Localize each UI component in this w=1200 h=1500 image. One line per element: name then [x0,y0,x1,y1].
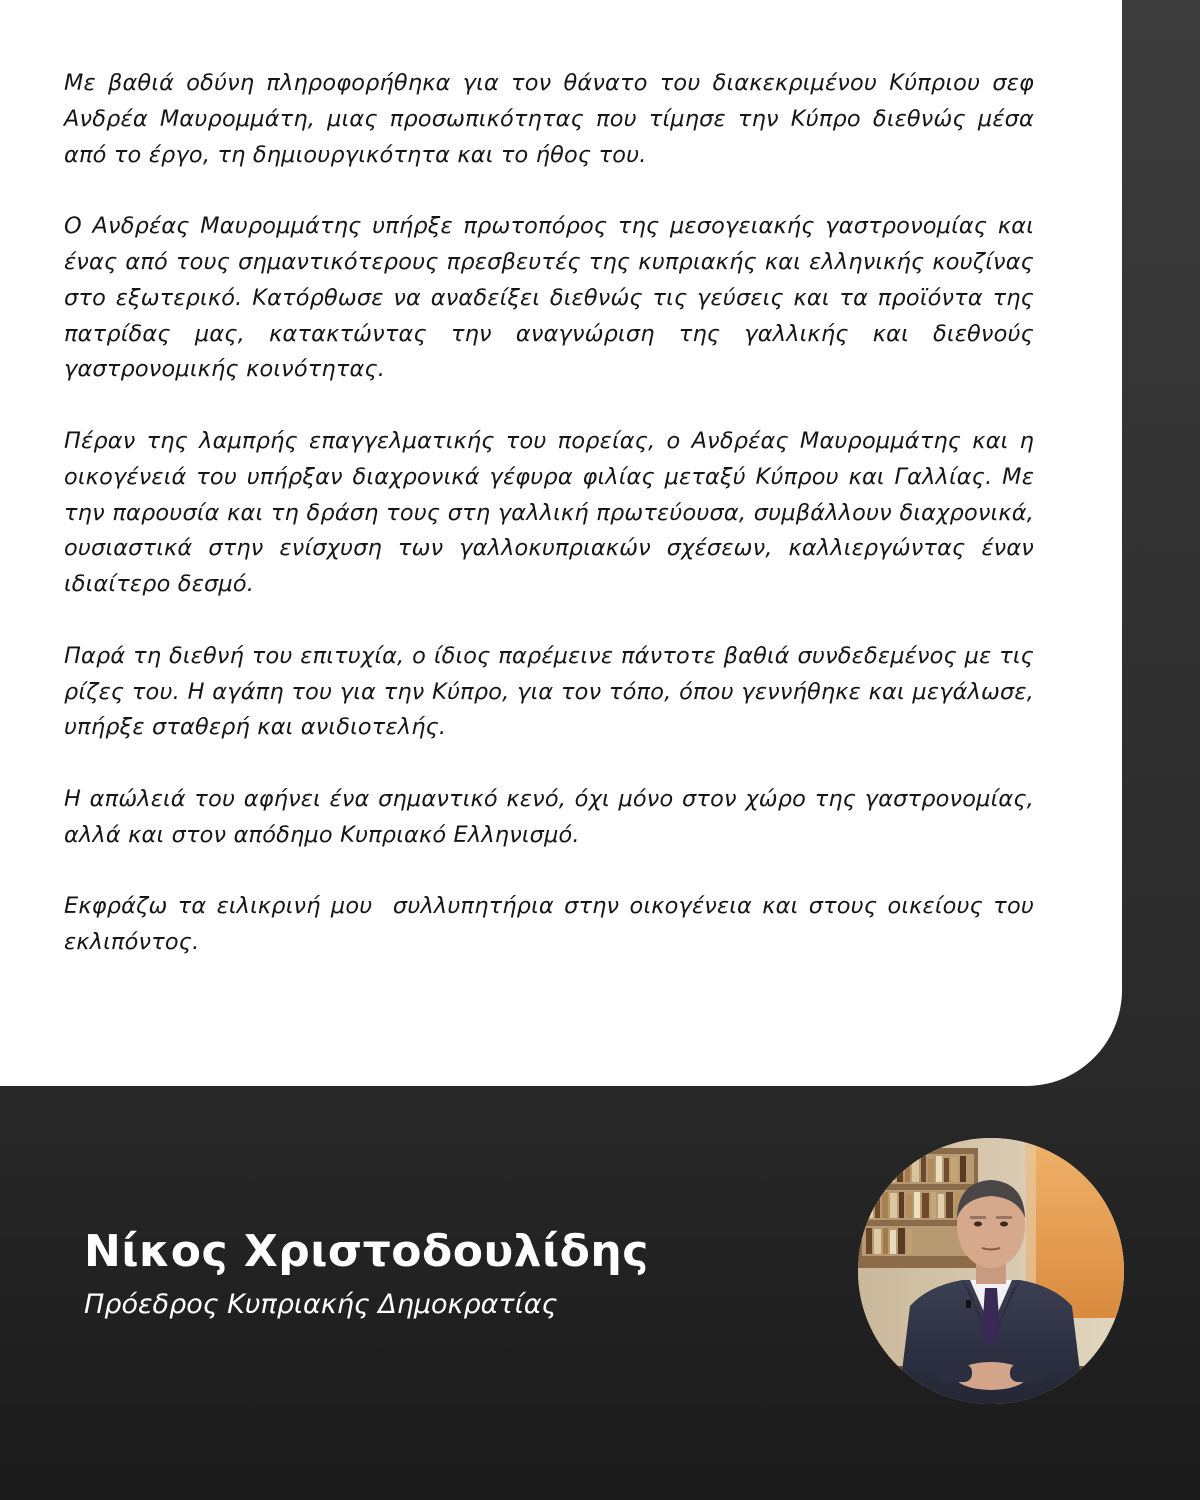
signer-title: Πρόεδρος Κυπριακής Δημοκρατίας [84,1289,558,1320]
statement-body [64,66,1042,997]
portrait-photo [858,1138,1124,1404]
statement-paragraph: Η απώλειά του αφήνει ένα σημαντικό κενό, όχι μόνο στον χώρο της γαστρονομίας, αλλά και στον απόδημο Κυπριακό Ελληνισμό. [64,785,1042,848]
statement-paragraph: Πέραν της λαμπρής επαγγελματικής του πορείας, ο Ανδρέας Μαυρομμάτης και η οικογένειά του υπήρξαν διαχρονικά γέφυρα φιλίας μεταξύ Κύπρου και Γαλλίας. Με την παρουσία και τη δράση τους στη γαλλική πρωτεύουσα, συμβάλλουν διαχρονικά, ουσιαστικά στην ενίσχυση των γαλλοκυπριακών σχέσεων, καλλιεργώντας έναν ιδιαίτερο δεσμό. [64,427,1042,598]
statement-paragraph: Εκφράζω τα ειλικρινή μου συλλυπητήρια στην οικογένεια και στους οικείους του εκλιπόντος. [64,893,1042,956]
statement-paragraph: Ο Ανδρέας Μαυρομμάτης υπήρξε πρωτοπόρος της μεσογειακής γαστρονομίας και ένας από τους σημαντικότερους πρεσβευτές της κυπριακής και ελληνικής κουζίνας στο εξωτερικό. Κατόρθωσε να αναδείξει διεθνώς τις γεύσεις και τα προϊόντα της πατρίδας μας, κατακτώντας την αναγνώριση της γαλλικής και διεθνούς γαστρονομικής κοινότητας. [64,213,1042,383]
signer-name: Νίκος Χριστοδουλίδης [84,1226,649,1277]
signature-block [84,1226,824,1322]
statement-paragraph: Με βαθιά οδύνη πληροφορήθηκα για τον θάνατο του διακεκριμένου Κύπριου σεφ Ανδρέα Μαυρομμάτη, μιας προσωπικότητας που τίμησε την Κύπρο διεθνώς μέσα από το έργο, τη δημιουργικότητα και το ήθος του. [64,70,1042,168]
statement-paragraph: Παρά τη διεθνή του επιτυχία, ο ίδιος παρέμεινε πάντοτε βαθιά συνδεδεμένος με τις ρίζες του. Η αγάπη του για την Κύπρο, για τον τόπο, όπου γεννήθηκε και μεγάλωσε, υπήρξε σταθερή και ανιδιοτελής. [64,642,1042,741]
signer-portrait [858,1138,1124,1404]
